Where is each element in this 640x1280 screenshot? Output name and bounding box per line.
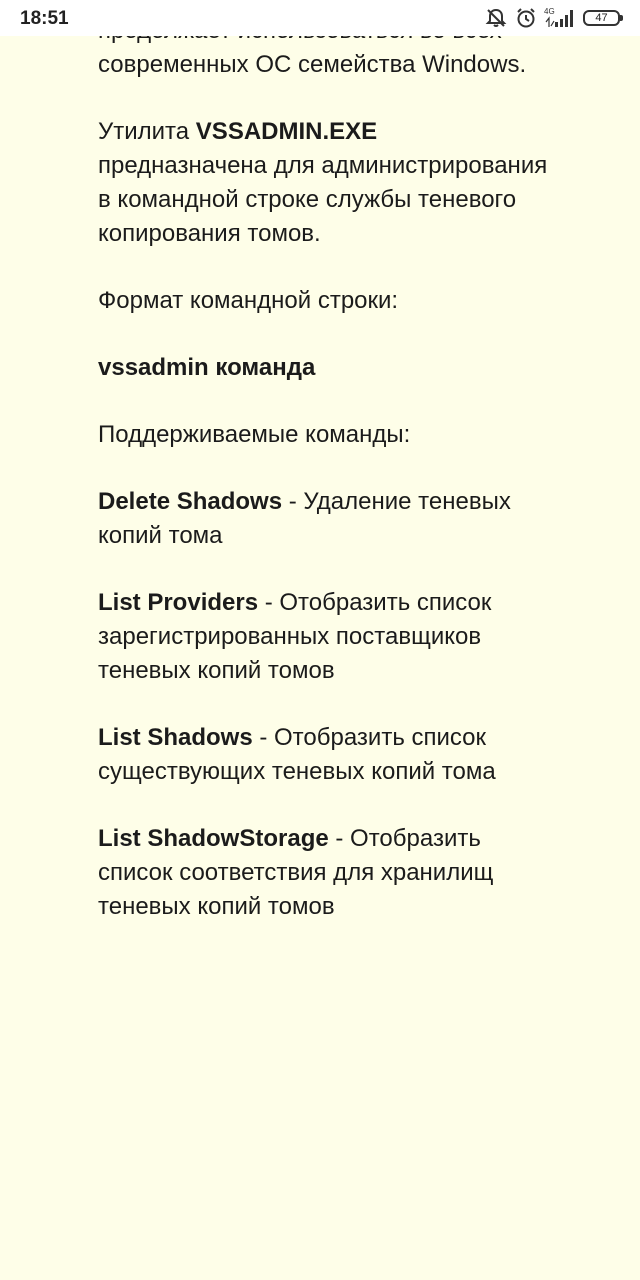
command-item	[98, 485, 548, 553]
network-type: 4G	[544, 7, 555, 16]
article-body	[98, 14, 548, 957]
alarm-off-icon	[485, 7, 507, 29]
format-syntax: vssadmin команда	[98, 354, 316, 381]
status-bar	[0, 0, 640, 36]
alarm-clock-icon	[515, 7, 537, 29]
battery-level: 47	[595, 12, 608, 24]
command-name: List ShadowStorage	[98, 825, 329, 852]
utility-desc: предназначена для администрирования в командной строке службы теневого копирования томов.	[98, 152, 548, 247]
commands-label: Поддерживаемые команды:	[98, 421, 411, 448]
battery-icon	[583, 10, 620, 26]
status-time: 18:51	[20, 8, 69, 29]
format-label: Формат командной строки:	[98, 287, 399, 314]
command-name: Delete Shadows	[98, 488, 283, 515]
command-name: List Providers	[98, 589, 259, 616]
utility-prefix: Утилита	[98, 118, 196, 145]
intro-paragraph: современных ОС семейства Windows.	[98, 51, 527, 78]
utility-name: VSSADMIN.EXE	[195, 118, 378, 145]
command-desc: - Отобразить список соответствия для хранилищ теневых копий томов	[98, 825, 494, 920]
command-desc: - Удаление теневых копий тома	[98, 488, 511, 549]
command-item	[98, 586, 548, 688]
command-name: List Shadows	[98, 724, 253, 751]
utility-paragraph	[98, 115, 548, 251]
status-icons	[485, 7, 620, 29]
command-desc: - Отобразить список существующих теневых копий тома	[98, 724, 496, 785]
signal-icon	[545, 8, 575, 28]
command-item	[98, 822, 548, 924]
command-item	[98, 721, 548, 789]
command-desc: - Отобразить список зарегистрированных поставщиков теневых копий томов	[98, 589, 492, 684]
